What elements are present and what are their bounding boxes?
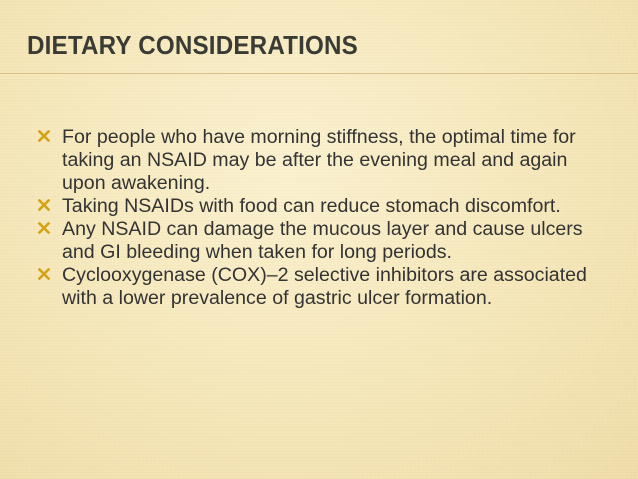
bullet-text: For people who have morning stiffness, the optimal time for taking an NSAID may be after the evening meal and again upon awakening. [62, 126, 576, 194]
bullet-item [32, 218, 602, 264]
bullet-item [32, 126, 602, 195]
x-mark-icon [38, 130, 50, 142]
bullet-item [32, 264, 602, 310]
slide-title: DIETARY CONSIDERATIONS [27, 30, 359, 60]
title-divider [0, 73, 638, 74]
x-mark-icon [38, 268, 50, 280]
x-mark-icon [38, 199, 50, 211]
bullet-text: Taking NSAIDs with food can reduce stomach discomfort. [62, 195, 561, 217]
x-mark-icon [38, 222, 50, 234]
bullet-text: Any NSAID can damage the mucous layer and cause ulcers and GI bleeding when taken for long periods. [62, 218, 583, 263]
bullet-list [32, 126, 602, 310]
bullet-text: Cyclooxygenase (COX)–2 selective inhibitors are associated with a lower prevalence of gastric ulcer formation. [62, 264, 587, 309]
bullet-item [32, 195, 602, 218]
